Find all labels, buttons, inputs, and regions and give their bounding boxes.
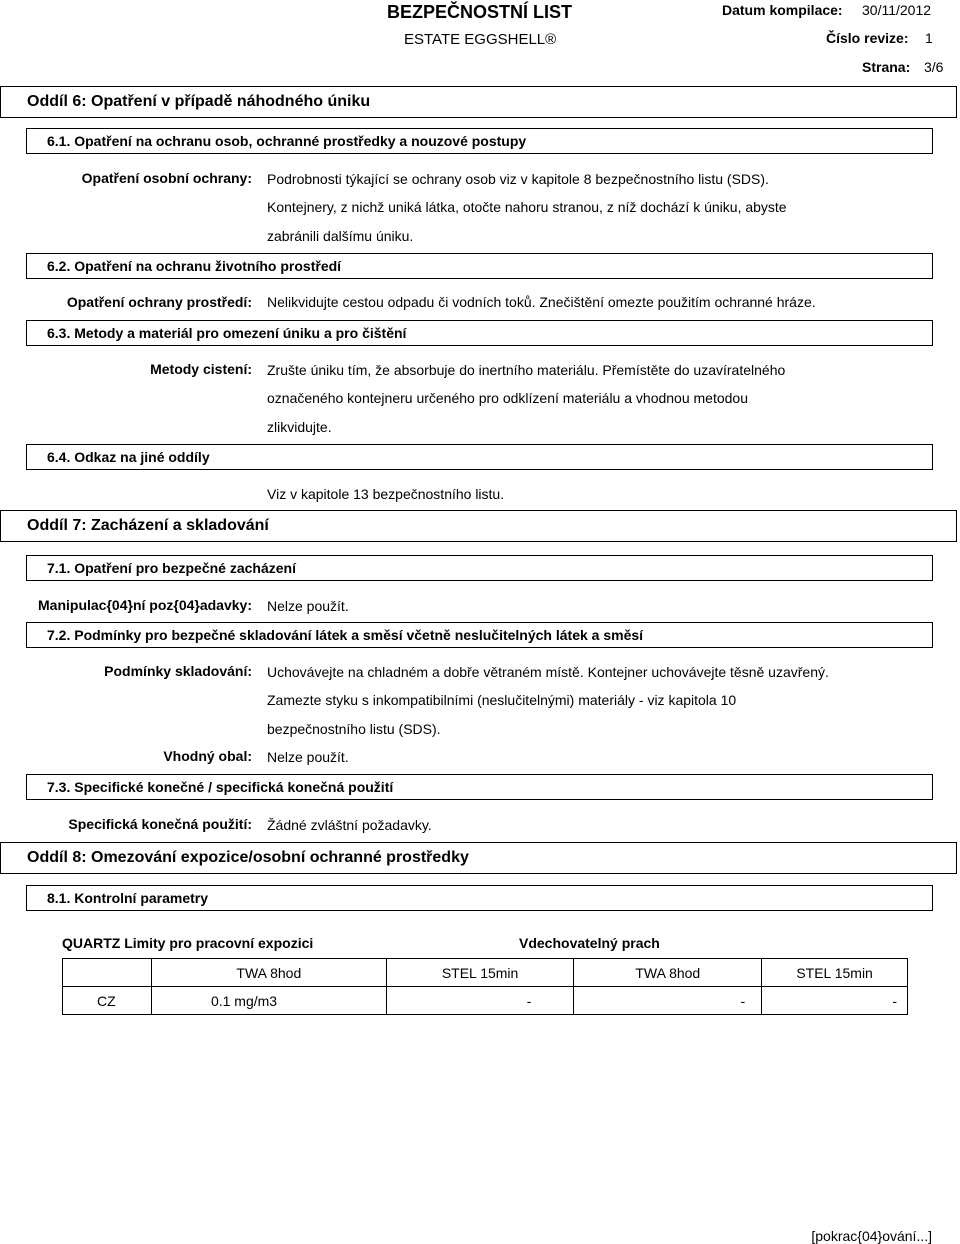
subsection-6-3-title: 6.3. Metody a materiál pro omezení úniku a pro čištění [47, 325, 407, 341]
environmental-protection-text: Nelikvidujte cestou odpadu či vodních toků. Znečištění omezte použitím ochranné hráze. [267, 294, 816, 310]
section-7-header [0, 510, 957, 542]
personal-protection-label: Opatření osobní ochrany: [81, 170, 252, 186]
section-8-title: Oddíl 8: Omezování expozice/osobní ochranné prostředky [27, 849, 469, 866]
section-6-header [0, 86, 957, 118]
compile-date-label: Datum kompilace: [722, 2, 843, 18]
subsection-7-1-title: 7.1. Opatření pro bezpečné zacházení [47, 560, 296, 576]
document-title: BEZPEČNOSTNÍ LIST [387, 2, 573, 22]
subsection-8-1-title: 8.1. Kontrolní parametry [47, 890, 209, 906]
table-header-cell: TWA 8hod [574, 959, 762, 987]
subsection-7-3-title: 7.3. Specifické konečné / specifická konečná použití [47, 779, 394, 795]
table-header-cell: STEL 15min [386, 959, 574, 987]
table-header-cell: STEL 15min [762, 959, 908, 987]
continued-note: [pokrac{04}ování...] [811, 1228, 932, 1244]
page-number: 3/6 [924, 59, 944, 75]
table-header-cell: TWA 8hod [151, 959, 386, 987]
table-header-row [63, 959, 908, 987]
section-7-title: Oddíl 7: Zacházení a skladování [27, 517, 269, 534]
suitable-packaging-text: Nelze použít. [267, 749, 349, 765]
revision-number: 1 [925, 30, 933, 46]
personal-protection-line-1: Podrobnosti týkající se ochrany osob viz v kapitole 8 bezpečnostního listu (SDS). [267, 171, 769, 187]
subsection-6-1-header [26, 128, 933, 154]
environmental-protection-label: Opatření ochrany prostředí: [66, 294, 252, 310]
cleaning-methods-line-1: Zrušte úniku tím, že absorbuje do inertního materiálu. Přemístěte do uzavíratelného [267, 362, 786, 378]
cleaning-methods-line-2: označeného kontejneru určeného pro odklízení materiálu a vhodnou metodou [267, 390, 748, 406]
handling-label: Manipulac{04}ní poz{04}adavky: [38, 597, 252, 613]
table-header-cell [63, 959, 152, 987]
personal-protection-line-3: zabránili dalšímu úniku. [267, 228, 414, 244]
compile-date: 30/11/2012 [862, 2, 932, 18]
cleaning-methods-line-3: zlikvidujte. [267, 419, 332, 435]
cleaning-methods-label: Metody cistení: [150, 361, 252, 377]
subsection-6-3-header [26, 320, 933, 346]
table-cell-country: CZ [63, 987, 152, 1015]
personal-protection-line-2: Kontejnery, z nichž uniká látka, otočte nahoru stranou, z níž dochází k úniku, abyste [267, 199, 787, 215]
page-label: Strana: [862, 59, 911, 75]
subsection-8-1-header [26, 885, 933, 911]
subsection-6-2-title: 6.2. Opatření na ochranu životního prostředí [47, 258, 342, 274]
suitable-packaging-label: Vhodný obal: [163, 748, 252, 764]
subsection-7-3-header [26, 774, 933, 800]
table-cell: 0.1 mg/m3 [151, 987, 386, 1015]
specific-end-use-label: Specifická konečná použití: [68, 816, 252, 832]
exposure-limits-table [62, 958, 908, 1015]
storage-conditions-line-2: Zamezte styku s inkompatibilními (neslučitelnými) materiály - viz kapitola 10 [267, 692, 737, 708]
specific-end-use-text: Žádné zvláštní požadavky. [267, 817, 432, 833]
subsection-6-1-title: 6.1. Opatření na ochranu osob, ochranné prostředky a nouzové postupy [47, 133, 527, 149]
table-cell: - [762, 987, 908, 1015]
product-name: ESTATE EGGSHELL® [404, 31, 557, 48]
subsection-7-2-header [26, 622, 933, 648]
section-6-title: Oddíl 6: Opatření v případě náhodného úniku [27, 93, 371, 110]
handling-text: Nelze použít. [267, 598, 349, 614]
revision-label: Číslo revize: [826, 30, 909, 46]
subsection-7-2-title: 7.2. Podmínky pro bezpečné skladování látek a směsí včetně neslučitelných látek a směsí [47, 627, 644, 643]
storage-conditions-line-3: bezpečnostního listu (SDS). [267, 721, 441, 737]
storage-conditions-label: Podmínky skladování: [104, 663, 252, 679]
subsection-7-1-header [26, 555, 933, 581]
section-8-header [0, 842, 957, 874]
table-row [63, 987, 908, 1015]
other-sections-reference: Viz v kapitole 13 bezpečnostního listu. [267, 486, 505, 502]
exposure-limits-subtitle: Vdechovatelný prach [519, 935, 660, 951]
subsection-6-4-header [26, 444, 933, 470]
table-cell: - [386, 987, 574, 1015]
subsection-6-4-title: 6.4. Odkaz na jiné oddíly [47, 449, 210, 465]
table-cell: - [574, 987, 762, 1015]
storage-conditions-line-1: Uchovávejte na chladném a dobře větraném místě. Kontejner uchovávejte těsně uzavřený. [267, 664, 829, 680]
subsection-6-2-header [26, 253, 933, 279]
exposure-limits-title: QUARTZ Limity pro pracovní expozici [62, 935, 314, 951]
